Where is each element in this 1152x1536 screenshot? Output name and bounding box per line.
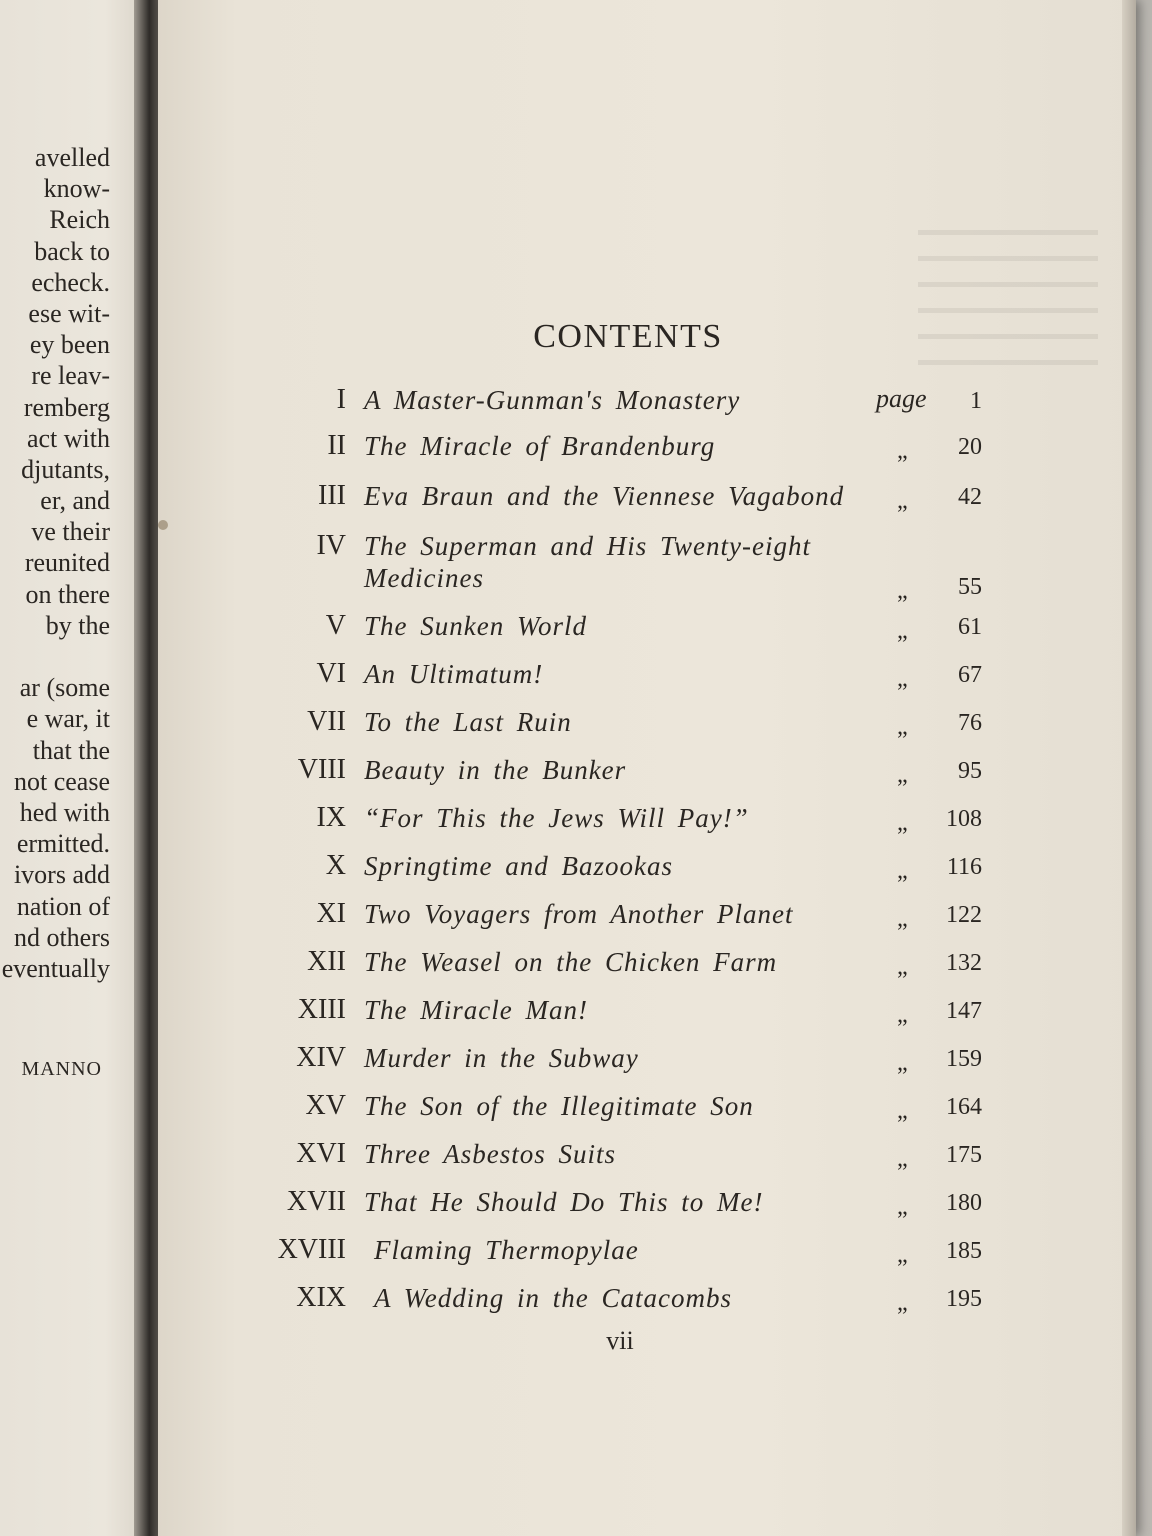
facing-page-line: nation of [16, 891, 110, 921]
ditto-mark: „ [897, 810, 908, 836]
chapter-page-number: 132 [946, 950, 982, 976]
chapter-page-number: 1 [970, 388, 982, 414]
chapter-title: Flaming Thermopylae [374, 1235, 639, 1265]
chapter-title: The Sunken World [364, 611, 587, 641]
chapter-title: An Ultimatum! [364, 659, 544, 689]
chapter-number: VIII [297, 754, 346, 785]
chapter-page-number: 76 [958, 710, 982, 736]
contents-entry [0, 1138, 1152, 1186]
facing-page-line: djutants, [21, 454, 110, 484]
chapter-page-number: 67 [958, 662, 982, 688]
ditto-mark: „ [897, 762, 908, 788]
facing-page-line: know- [43, 174, 110, 204]
chapter-page-number: 195 [946, 1286, 982, 1312]
page-number: vii [606, 1326, 634, 1355]
chapter-number: XIX [296, 1282, 346, 1313]
chapter-number: XIV [296, 1042, 346, 1073]
chapter-page-number: 164 [946, 1094, 982, 1120]
chapter-number: III [318, 480, 346, 511]
chapter-number: X [325, 850, 346, 881]
facing-page-line: reunited [24, 548, 110, 578]
chapter-page-number: 95 [958, 758, 982, 784]
contents-entry [0, 898, 1152, 946]
ditto-mark: „ [897, 1146, 908, 1172]
chapter-title: A Master-Gunman's Monastery [364, 385, 741, 415]
chapter-number: XI [316, 898, 346, 929]
chapter-number: I [336, 384, 346, 415]
ditto-mark: „ [897, 1098, 908, 1124]
chapter-number: IX [316, 802, 346, 833]
ditto-mark: „ [897, 1194, 908, 1220]
contents-entry [0, 480, 1152, 528]
contents-entry [0, 850, 1152, 898]
chapter-number: VII [307, 706, 346, 737]
facing-page-line: ese wit- [28, 298, 110, 328]
ditto-mark: „ [897, 1002, 908, 1028]
facing-page-line: e war, it [26, 704, 110, 734]
facing-page-line: ar (some [19, 673, 110, 703]
facing-page-line: on there [25, 579, 110, 609]
contents-entry [0, 706, 1152, 754]
contents-entry [0, 1234, 1152, 1282]
facing-page-line: back to [34, 236, 110, 266]
ditto-mark: „ [897, 666, 908, 692]
chapter-title: Springtime and Bazookas [364, 851, 673, 881]
contents-entry [0, 1042, 1152, 1090]
chapter-number: V [325, 610, 346, 641]
chapter-title: To the Last Ruin [364, 707, 572, 737]
chapter-number: VI [316, 658, 346, 689]
facing-page-line: remberg [23, 392, 110, 422]
contents-heading: CONTENTS [533, 318, 723, 355]
chapter-page-number: 116 [946, 854, 982, 880]
contents-entry [0, 946, 1152, 994]
ditto-mark: „ [897, 438, 908, 464]
chapter-number: XVIII [277, 1234, 346, 1265]
chapter-title: Two Voyagers from Another Planet [364, 899, 794, 929]
ditto-mark: „ [897, 954, 908, 980]
facing-page-line: act with [26, 423, 110, 453]
chapter-page-number: 122 [946, 902, 982, 928]
facing-page-line: ivors add [13, 860, 110, 890]
chapter-title: The Miracle Man! [364, 995, 588, 1025]
chapter-page-number: 42 [958, 484, 982, 510]
chapter-number: II [327, 430, 346, 461]
chapter-number: XII [307, 946, 346, 977]
contents-entry [0, 802, 1152, 850]
chapter-title: Beauty in the Bunker [364, 755, 627, 785]
chapter-number: XV [305, 1090, 346, 1121]
chapter-number: XVII [286, 1186, 346, 1217]
facing-page-line: by the [45, 610, 110, 640]
facing-page-line: nd others [13, 922, 110, 952]
ditto-mark: „ [897, 1242, 908, 1268]
chapter-page-number: 147 [946, 998, 982, 1024]
chapter-title: The Son of the Illegitimate Son [364, 1091, 754, 1121]
ditto-mark: „ [897, 1290, 908, 1316]
chapter-page-number: 108 [946, 806, 982, 832]
facing-page-line: avelled [34, 143, 110, 172]
chapter-number: XVI [296, 1138, 346, 1169]
facing-page-line: echeck. [31, 267, 110, 297]
facing-page-line: eventually [1, 953, 110, 983]
facing-page-signature: MANNO [21, 1058, 102, 1080]
chapter-page-number: 159 [946, 1046, 982, 1072]
chapter-page-number: 185 [946, 1238, 982, 1264]
chapter-number: IV [316, 530, 346, 561]
facing-page-line: ve their [31, 517, 110, 547]
facing-page-line: Reich [49, 205, 110, 235]
chapter-title: Eva Braun and the Viennese Vagabond [364, 481, 845, 511]
contents-entry [0, 1282, 1152, 1330]
chapter-title: The Superman and His Twenty-eight Medicines [364, 531, 811, 593]
chapter-page-number: 55 [958, 574, 982, 600]
chapter-title: That He Should Do This to Me! [364, 1187, 764, 1217]
contents-entry [0, 1090, 1152, 1138]
contents-entry [0, 384, 1152, 432]
ditto-mark: „ [897, 858, 908, 884]
contents-entry [0, 658, 1152, 706]
chapter-title: The Weasel on the Chicken Farm [364, 947, 778, 977]
ditto-mark: „ [897, 1050, 908, 1076]
chapter-title: A Wedding in the Catacombs [374, 1283, 732, 1313]
facing-page-line: not cease [13, 766, 110, 796]
facing-page-line: ey been [29, 330, 110, 360]
chapter-page-number: 180 [946, 1190, 982, 1216]
facing-page-line: er, and [40, 486, 110, 516]
chapter-page-number: 61 [958, 614, 982, 640]
facing-page-line: re leav- [31, 361, 110, 391]
chapter-number: XIII [297, 994, 346, 1025]
facing-page-line: ermitted. [16, 829, 110, 859]
chapter-title: “For This the Jews Will Pay!” [364, 803, 749, 833]
chapter-title: Three Asbestos Suits [364, 1139, 617, 1169]
contents-entry [0, 1186, 1152, 1234]
facing-page-line: hed with [19, 797, 110, 827]
ditto-mark: „ [897, 618, 908, 644]
chapter-title: Murder in the Subway [364, 1043, 639, 1073]
contents-entry [0, 430, 1152, 478]
page-label: page [876, 384, 927, 413]
ditto-mark: „ [897, 906, 908, 932]
contents-entry [0, 994, 1152, 1042]
ditto-mark: „ [897, 488, 908, 514]
contents-entry [0, 610, 1152, 658]
contents-entry [0, 754, 1152, 802]
ditto-mark: „ [897, 714, 908, 740]
ditto-mark: „ [897, 578, 908, 604]
facing-page-line: that the [32, 735, 110, 765]
chapter-page-number: 175 [946, 1142, 982, 1168]
chapter-title: The Miracle of Brandenburg [364, 431, 716, 461]
chapter-page-number: 20 [958, 434, 982, 460]
